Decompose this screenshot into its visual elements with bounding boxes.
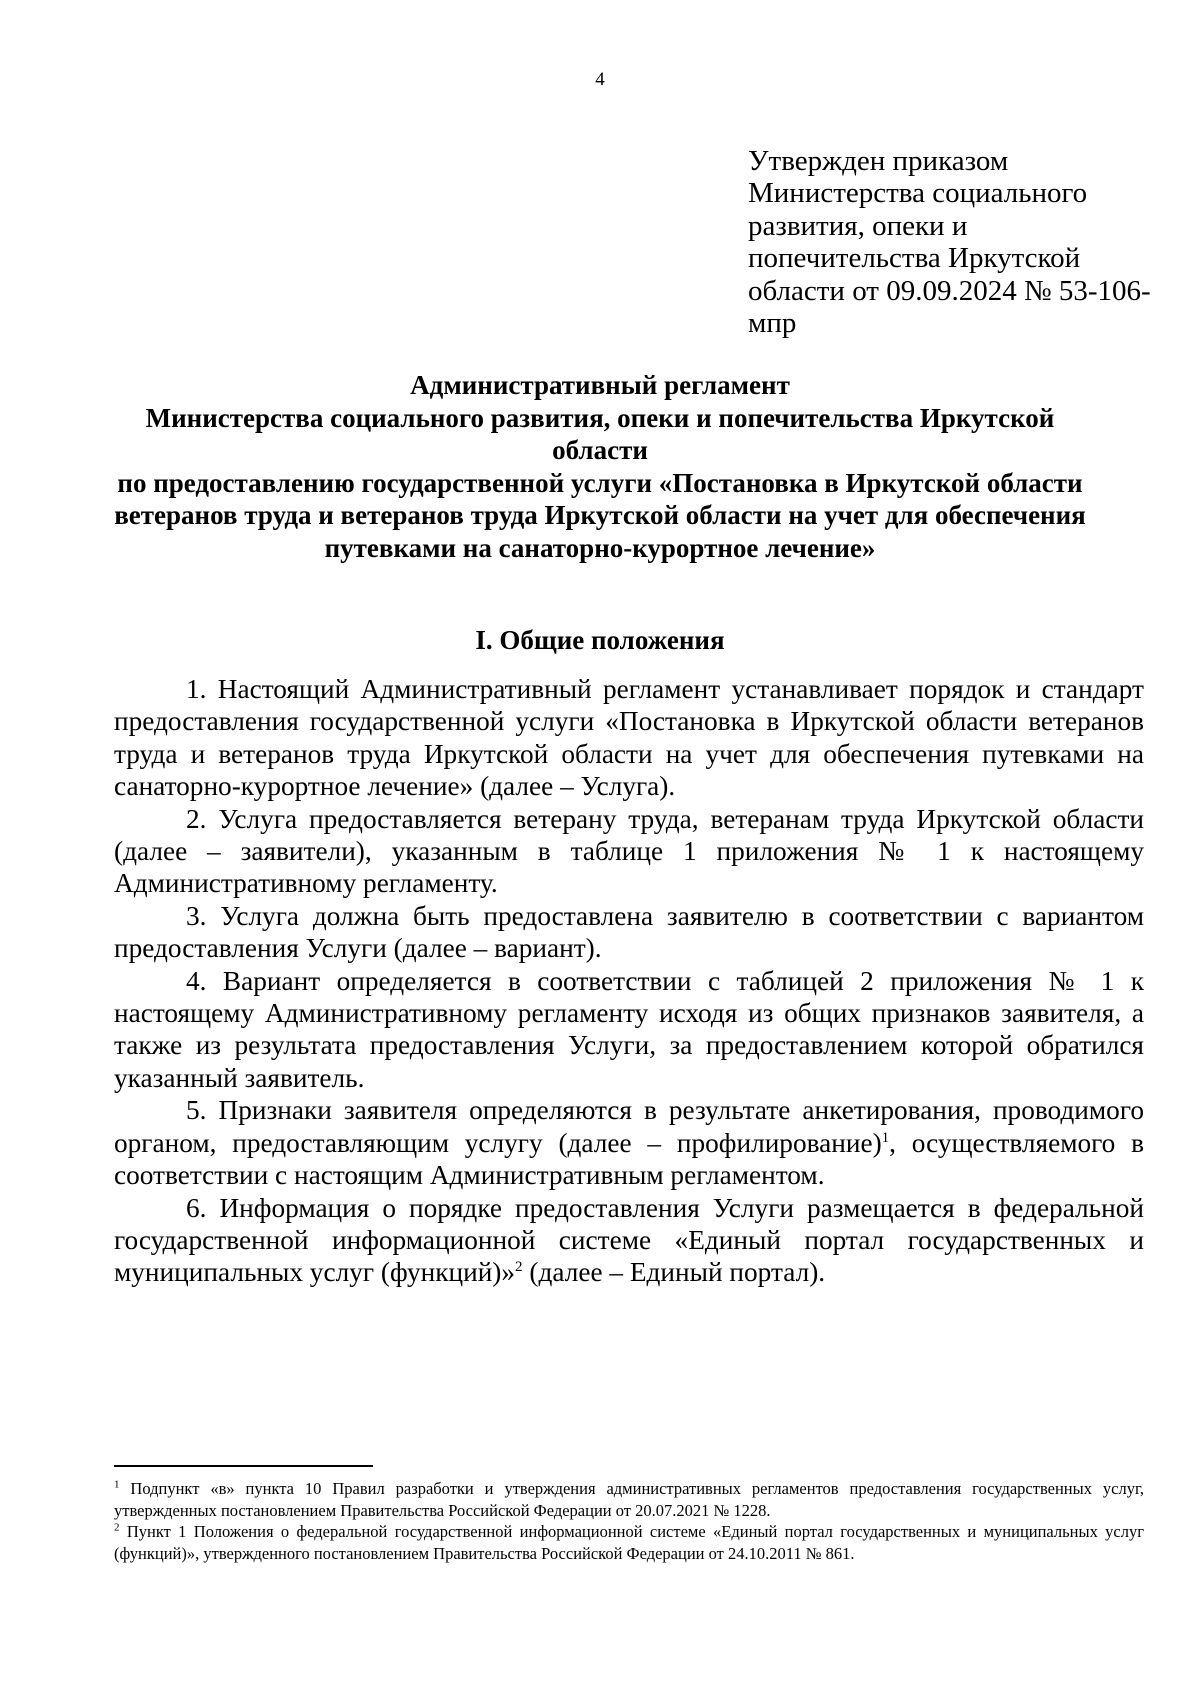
document-body	[114, 673, 1144, 1289]
approval-line: развития, опеки и	[748, 209, 968, 242]
approval-line: мпр	[748, 307, 797, 340]
footnote-1	[114, 1478, 1144, 1521]
title-line: Административный регламент	[410, 370, 790, 400]
title-line: области	[552, 435, 648, 465]
approval-line: Министерства социального	[748, 177, 1088, 210]
paragraph-5-text-end: , осуществляемого в соответствии с настоящим Административным регламентом.	[114, 1127, 1144, 1191]
paragraph-5	[114, 1094, 1144, 1191]
footnote-mark-1: 1	[114, 1478, 120, 1491]
title-line: путевками на санаторно-курортное лечение»	[324, 532, 876, 563]
footnote-2	[114, 1521, 1144, 1564]
approval-line: области от 09.09.2024 № 53-106-	[748, 274, 1151, 307]
paragraph-2: 2. Услуга предоставляется ветерану труда, ветеранам труда Иркутской области (далее – заявители), указанным в таблице 1 приложения № 1 к настоящему Административному регламенту.	[114, 803, 1144, 899]
approval-line: попечительства Иркутской	[748, 242, 1081, 275]
paragraph-6	[114, 1192, 1144, 1289]
footnote-2-text: Пункт 1 Положения о федеральной государственной информационной системе «Единый портал государственных и муниципальных услуг (функций)», утвержденного постановлением Правительства Российской Федерации от 24.10.2011 № 861.	[114, 1522, 1144, 1563]
page-number: 4	[595, 69, 605, 90]
footnote-ref-2[interactable]: 2	[515, 1259, 523, 1276]
paragraph-4: 4. Вариант определяется в соответствии с таблицей 2 приложения № 1 к настоящему Административному регламенту исходя из общих признаков заявителя, а также из результата предоставления Услуги, за предоставлением которой обратился указанный заявитель.	[114, 965, 1144, 1093]
footnote-mark-2: 2	[114, 1521, 120, 1534]
footnotes	[114, 1478, 1144, 1564]
title-line: ветеранов труда и ветеранов труда Иркутской области на учет для обеспечения	[114, 500, 1086, 530]
paragraph-3: 3. Услуга должна быть предоставлена заявителю в соответствии с вариантом предоставления Услуги (далее – вариант).	[114, 900, 1144, 964]
paragraph-1: 1. Настоящий Административный регламент устанавливает порядок и стандарт предоставления государственной услуги «Постановка в Иркутской области ветеранов труда и ветеранов труда Иркутской области на учет для обеспечения путевками на санаторно-курортное лечение» (далее – Услуга).	[114, 674, 1144, 802]
paragraph-6-text-end: (далее – Единый портал).	[522, 1257, 826, 1288]
section-heading: I. Общие положения	[475, 625, 725, 655]
approval-stamp	[748, 145, 1151, 340]
footnote-ref-1[interactable]: 1	[881, 1129, 890, 1146]
footnote-separator	[114, 1465, 373, 1467]
approval-line: Утвержден приказом	[748, 145, 1009, 177]
title-line: Министерства социального развития, опеки и попечительства Иркутской	[145, 402, 1055, 433]
footnote-1-text: Подпункт «в» пункта 10 Правил разработки и утверждения административных регламентов предоставления государственных услуг, утвержденных постановлением Правительства Российской Федерации от 20.07.2021 № 1228.	[114, 1479, 1144, 1520]
title-line: по предоставлению государственной услуги «Постановка в Иркутской области	[117, 467, 1083, 498]
paragraph-6-text: 6. Информация о порядке предоставления Услуги размещается в федеральной государственной информационной системе «Единый портал государственных и муниципальных услуг (функций)»	[114, 1192, 1144, 1288]
document-title	[100, 369, 1100, 564]
paragraph-5-text: 5. Признаки заявителя определяются в результате анкетирования, проводимого органом, предоставляющим услугу (далее – профилирование)	[114, 1095, 1144, 1158]
